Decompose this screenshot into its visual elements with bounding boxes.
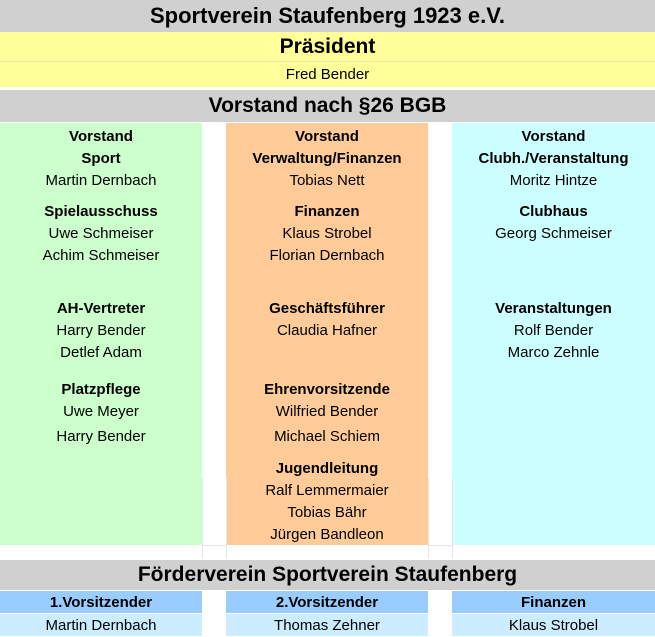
president-heading: Präsident <box>279 34 376 58</box>
club-heading-line1: Vorstand <box>521 127 586 145</box>
ehren-member: Michael Schiem <box>274 427 380 445</box>
sport-heading-line2: Sport <box>81 149 121 167</box>
foerderverein-role-name: Klaus Strobel <box>452 614 655 636</box>
club-head-name: Moritz Hintze <box>509 171 598 189</box>
president-name: Fred Bender <box>285 66 370 83</box>
president-name-bar <box>0 61 655 87</box>
ehren-heading: Ehrenvorsitzende <box>264 380 390 398</box>
platzpflege-member: Harry Bender <box>56 427 146 445</box>
ah-member: Harry Bender <box>56 321 146 339</box>
gf-heading: Geschäftsführer <box>269 299 385 317</box>
jugend-heading: Jugendleitung <box>275 459 379 477</box>
spielausschuss-member: Uwe Schmeiser <box>48 224 154 242</box>
jugend-member: Tobias Bähr <box>287 503 367 521</box>
jugend-member: Ralf Lemmermaier <box>265 481 389 499</box>
finanzen-member: Florian Dernbach <box>269 246 385 264</box>
sport-head-name: Martin Dernbach <box>45 171 157 189</box>
club-heading-line2: Clubh./Veranstaltung <box>478 149 629 167</box>
spielausschuss-heading: Spielausschuss <box>44 202 158 220</box>
board-heading-bar <box>0 90 655 122</box>
events-member: Rolf Bender <box>513 321 594 339</box>
gf-member: Claudia Hafner <box>276 321 378 339</box>
events-member: Marco Zehnle <box>507 343 600 361</box>
platzpflege-heading: Platzpflege <box>61 380 141 398</box>
ah-member: Detlef Adam <box>60 343 142 361</box>
clubhaus-heading: Clubhaus <box>519 202 588 220</box>
foerderverein-role-name: Thomas Zehner <box>226 614 428 636</box>
foerderverein-role-title: 1.Vorsitzender <box>0 591 202 613</box>
president-heading-bar <box>0 32 655 61</box>
finanzen-heading: Finanzen <box>294 202 360 220</box>
foerderverein-heading-bar <box>0 560 655 590</box>
verwaltung-heading-line1: Vorstand <box>295 127 359 145</box>
finanzen-member: Klaus Strobel <box>282 224 372 242</box>
board-heading: Vorstand nach §26 BGB <box>208 94 447 117</box>
club-title: Sportverein Staufenberg 1923 e.V. <box>150 3 505 28</box>
events-heading: Veranstaltungen <box>495 299 612 317</box>
club-title-bar <box>0 0 655 32</box>
verwaltung-head-name: Tobias Nett <box>289 171 365 189</box>
ah-heading: AH-Vertreter <box>56 299 146 317</box>
foerderverein-role-title: 2.Vorsitzender <box>226 591 428 613</box>
jugend-member: Jürgen Bandleon <box>270 525 384 543</box>
foerderverein-role-title: Finanzen <box>452 591 655 613</box>
clubhaus-member: Georg Schmeiser <box>495 224 612 242</box>
foerderverein-role-name: Martin Dernbach <box>0 614 202 636</box>
foerderverein-heading: Förderverein Sportverein Staufenberg <box>137 563 518 586</box>
spielausschuss-member: Achim Schmeiser <box>42 246 160 264</box>
ehren-member: Wilfried Bender <box>275 402 379 420</box>
verwaltung-heading-line2: Verwaltung/Finanzen <box>252 149 402 167</box>
sport-heading-line1: Vorstand <box>69 127 133 145</box>
platzpflege-member: Uwe Meyer <box>63 402 139 420</box>
